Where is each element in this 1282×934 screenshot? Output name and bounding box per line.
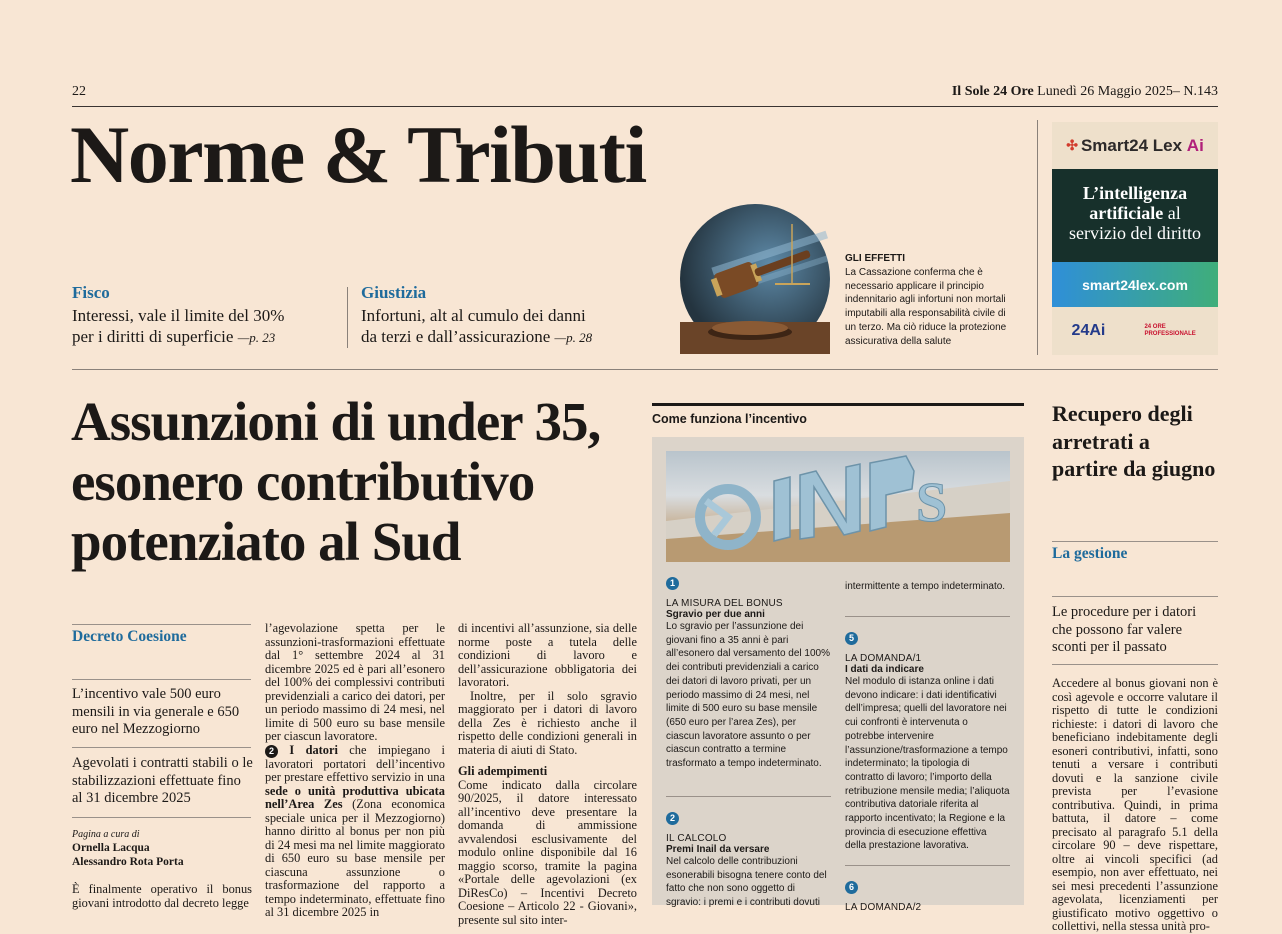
body-text xyxy=(458,622,637,927)
info-number: 2 xyxy=(666,812,679,825)
info-text: Lo sgravio per l’assunzione dei giovani fino a 35 anni è pari all’esonero dal versamento del 100% dei contributi previdenziali a carico dei datori di lavoro privati, per un periodo massimo di 24 mesi, nel limite di 500 euro su base mensile (650 euro per l’area Zes), per ciascun lavoratore assunto o per ciascun contratto a termine trasformato a tempo indeterminato. xyxy=(666,621,830,770)
teaser-category: Giustizia xyxy=(361,283,427,302)
section-title: Norme & Tributi xyxy=(70,109,646,200)
ad-claim-rest: al xyxy=(1167,203,1181,223)
side-kicker: La gestione xyxy=(1052,545,1128,562)
ad-claim-bold: artificiale xyxy=(1089,203,1164,223)
top-rule xyxy=(72,106,1218,107)
summary: L’incentivo vale 500 euro mensili in via generale e 650 euro nel Mezzogiorno xyxy=(72,686,240,737)
author: Ornella Lacqua xyxy=(72,842,150,854)
body-text: È finalmente operativo il bonus giovani introdotto dal decreto legge xyxy=(72,882,252,910)
effetti-heading: GLI EFFETTI xyxy=(845,253,905,264)
body-text xyxy=(265,622,445,920)
svg-text:S: S xyxy=(916,472,948,534)
info-rule xyxy=(666,796,831,797)
body-paragraph: di incentivi all’assunzione, sia delle norme poste a tutela delle condizioni di lavoro e dell’assicurazione obbligatoria dei lavoratori. xyxy=(458,621,637,689)
info-subhead: Premi Inail da versare xyxy=(666,844,770,855)
teaser-line: per i diritti di superficie xyxy=(72,327,234,346)
body-paragraph: l’agevolazione spetta per le assunzioni-trasformazioni effettuate dal 1° settembre 2024 al 31 dicembre 2025 ed è pari all’esonero del 100% dei complessivi contributi previdenziali a carico dei datori, per un periodo massimo di 24 mesi, nel limite di 500 euro su base mensile per ciascun lavoratore. xyxy=(265,621,445,743)
ad-brand-text: Smart24 Lex xyxy=(1080,135,1183,155)
teaser-giustizia[interactable] xyxy=(361,283,661,348)
column-rule xyxy=(1052,541,1218,542)
info-number: 5 xyxy=(845,632,858,645)
24ai-logo: 24Ai xyxy=(1071,322,1106,339)
column-rule xyxy=(1052,596,1218,597)
side-body-text: Accedere al bonus giovani non è così agevole e occorre valutare il rispetto di tutte le condizioni richieste: i datori di lavoro che beneficiano indebitamente degli esoneri contributivi, infatti, sono tenuti a versare i contributi dovuti e la sanzione civile prevista per l’evasione contributiva. Quindi, in prima battuta, il datore – come precisato al paragrafo 5.1 della circolare 90 – deve rispettare, oltre ai vincoli specifici (ad esempio, non aver effettuato, nei sei mesi precedenti l’assunzione agevolata, licenziamenti per giustificato motivo oggettivo o collettivi, nella stessa unità pro- xyxy=(1052,676,1218,933)
info-label: LA MISURA DEL BONUS xyxy=(666,598,783,609)
infographic-rule xyxy=(652,403,1024,406)
info-item-2 xyxy=(666,808,832,910)
side-article-title: Recupero degli arretrati a partire da giugno xyxy=(1052,401,1216,481)
ad-claim-line: L’intelligenza xyxy=(1082,183,1188,203)
credits-label: Pagina a cura di xyxy=(72,829,140,840)
body-paragraph: Inoltre, per il solo sgravio maggiorato per i datori di lavoro della Zes è richiesto anche il rispetto delle condizioni generali in materia di aiuti di Stato. xyxy=(458,688,637,757)
ad-divider xyxy=(1037,120,1038,355)
effetti-text: La Cassazione conferma che è necessario applicare il principio indennitario agli infortuni non mortali imputabili alla responsabilità civile di un terzo. Ma ciò riduce la protezione assicurativa della salute xyxy=(845,267,1007,347)
kicker: Decreto Coesione xyxy=(72,628,187,645)
info-text: Nel calcolo delle contribuzioni esonerabili bisogna tenere conto del fatto che non sono oggetto di sgravio: i premi e i contributi dovuti xyxy=(666,856,827,909)
column-rule xyxy=(72,817,251,818)
info-item-5 xyxy=(845,628,1010,853)
teaser-line: Interessi, vale il limite del 30% xyxy=(72,306,285,325)
column-rule xyxy=(72,747,251,748)
column-rule xyxy=(72,679,251,680)
info-number: 1 xyxy=(666,577,679,590)
body-paragraph: Come indicato dalla circolare 90/2025, il datore interessato all’incentivo deve presentare la domanda di ammissione avvalendosi esclusivamente del modulo online disponibile dal 16 maggio scorso, tramite la pagina «Portale delle agevolazioni (ex DiResCo) – Incentivi Decreto Coesione – Articolo 22 - Giovani», presente sul sito inter- xyxy=(458,777,637,927)
smart24-ad[interactable] xyxy=(1052,122,1218,355)
masthead-date: Lunedì 26 Maggio 2025 xyxy=(1037,84,1173,99)
info-subhead: Sgravio per due anni xyxy=(666,609,765,620)
summary: Agevolati i contratti stabili o le stabilizzazioni effettuate fino al 31 dicembre 2025 xyxy=(72,755,253,806)
column-rule xyxy=(1052,664,1218,665)
teaser-line: Infortuni, alt al cumulo dei danni xyxy=(361,306,586,325)
subhead: Gli adempimenti xyxy=(458,764,548,778)
masthead-issue: – N.143 xyxy=(1172,84,1218,99)
info-rule xyxy=(845,865,1010,866)
info-label: LA DOMANDA/2 xyxy=(845,902,922,913)
teaser-category: Fisco xyxy=(72,283,110,302)
gavel-photo xyxy=(680,204,830,354)
info-item-6 xyxy=(845,877,1010,913)
body-paragraph: (Zona economica speciale unica per il Mezzogiorno) hanno diritto al bonus per non più di 24 mesi ma nel limite maggiorato di 650 euro su base mensile per ciascuna assunzione o trasformazione del rapporto a tempo indeterminato, effettuate fino al 31 dicembre 2025 in xyxy=(265,797,445,919)
teaser-fisco[interactable] xyxy=(72,283,347,348)
bullet-number: 2 xyxy=(265,745,278,758)
ad-brand xyxy=(1052,122,1218,169)
info-text: Nel modulo di istanza online i dati devono indicare: i dati identificativi dell’impresa; quelli del lavoratore nei cui confronti è intervenuta o potrebbe intervenire l’assunzione/trasformazione a tempo indeterminato; la tipologia di contratto di lavoro; l’importo della retribuzione mensile media; l’aliquota contributiva datoriale riferita al rapporto incentivato; la Regione e la provincia di esecuzione effettiva della prestazione lavorativa. xyxy=(845,676,1010,852)
smart24-logo-icon: ✣ xyxy=(1066,137,1078,153)
section-rule xyxy=(72,369,1218,370)
teaser-line: da terzi e dall’assicurazione xyxy=(361,327,551,346)
page-number: 22 xyxy=(72,84,86,99)
info-text: intermittente a tempo indeterminato. xyxy=(845,581,1006,592)
author: Alessandro Rota Porta xyxy=(72,856,184,868)
column-rule xyxy=(72,624,251,625)
teaser-divider xyxy=(347,287,348,348)
masthead-paper: Il Sole 24 Ore xyxy=(951,84,1034,99)
headline: Assunzioni di under 35, esonero contributivo potenziato al Sud xyxy=(71,391,601,572)
ad-logos xyxy=(1052,307,1218,355)
info-number: 6 xyxy=(845,881,858,894)
info-item-1 xyxy=(666,573,832,771)
info-label: LA DOMANDA/1 xyxy=(845,653,922,664)
ad-url[interactable]: smart24lex.com xyxy=(1052,262,1218,307)
ad-brand-ai: Ai xyxy=(1186,135,1204,155)
info-label: IL CALCOLO xyxy=(666,833,727,844)
info-rule xyxy=(845,616,1010,617)
ad-claim-line: servizio del diritto xyxy=(1069,223,1201,243)
info-subhead: I dati da indicare xyxy=(845,664,924,675)
24ore-professionale-logo: 24 ORE PROFESSIONALE xyxy=(1144,324,1196,337)
body-paragraph: che impiegano i lavoratori portatori dell’incentivo per prestare effettivo servizio in una xyxy=(265,742,445,784)
body-bold: I datori xyxy=(289,742,338,757)
page-ref: —p. 23 xyxy=(237,330,276,345)
infographic-title: Come funziona l’incentivo xyxy=(652,412,807,426)
ad-claim xyxy=(1052,169,1218,262)
masthead xyxy=(952,84,1218,100)
inps-photo xyxy=(666,451,1010,562)
page-ref: —p. 28 xyxy=(554,330,593,345)
body-bold: sede o unità produttiva ubicata nell’Area Zes xyxy=(265,783,445,811)
side-summary: Le procedure per i datori che possono far valere sconti per il passato xyxy=(1052,604,1197,655)
